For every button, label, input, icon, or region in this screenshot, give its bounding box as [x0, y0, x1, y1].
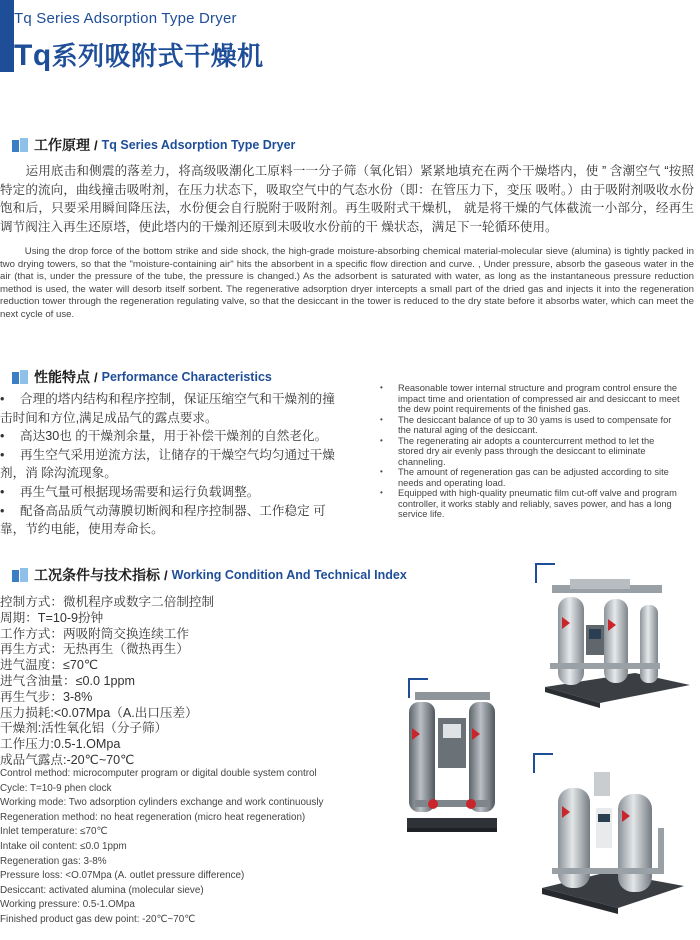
section-title-en: Working Condition And Technical Index: [171, 568, 407, 582]
list-item: • 配备高品质气动薄膜切断阀和程序控制器、工作稳定 可靠，节约电能，使用寿命长。: [0, 503, 326, 537]
bullet-dot-icon: •: [0, 484, 5, 499]
section-title-cn: 工况条件与技术指标: [34, 567, 160, 583]
principle-body-cn: [0, 162, 694, 236]
section-title-cn: 性能特点: [34, 369, 90, 385]
list-item: • The desiccant balance of up to 30 yams is used to compensate for the natural aging of the desiccant.: [380, 414, 672, 435]
spec-item: Control method: microcomputer program or digital double system control: [0, 768, 317, 779]
spec-item: 周期：T=10-9扮钟: [0, 610, 104, 625]
section-heading-conditions: [12, 565, 407, 585]
spec-item: Working pressure: 0.5-1.OMpa: [0, 899, 135, 911]
section-separator: /: [94, 369, 98, 385]
bullet-dot-icon: •: [0, 503, 5, 518]
section-heading-features: [12, 367, 272, 387]
section-square-icon: [12, 370, 28, 384]
list-item: • 高达30也 的干燥剂余量，用于补偿干燥剂的自然老化。: [0, 427, 340, 446]
header-chinese-title-prefix: Tq: [14, 39, 52, 72]
section-square-icon: [12, 568, 28, 582]
spec-item: 工作压力:0.5-1.OMpa: [0, 737, 121, 752]
section-title-cn: 工作原理: [34, 137, 90, 153]
bullet-dot-icon: •: [380, 467, 383, 476]
list-item: • The regenerating air adopts a countercurrent method to let the stored dry air evenly pass through the desiccant to eliminate channeling.: [380, 435, 655, 467]
spec-item: Pressure loss: <O.07Mpa (A. outlet pressure difference): [0, 870, 245, 882]
spec-item: 再生方式：无热再生（微热再生）: [0, 642, 189, 657]
bullet-dot-icon: •: [380, 435, 383, 445]
list-item: • 再生气量可根据现场需要和运行负载调整。: [0, 483, 340, 502]
bullet-dot-icon: •: [380, 414, 383, 424]
spec-item: 干燥剂:活性氧化铝（分子筛）: [0, 721, 168, 736]
bullet-dot-icon: •: [0, 447, 5, 462]
header-chinese-title: [14, 36, 264, 73]
spec-item: Regeneration gas: 3-8%: [0, 855, 107, 867]
dryer-product-image-2: [405, 688, 500, 848]
spec-item: Inlet temperature: ≤70℃: [0, 826, 108, 838]
list-item: • Equipped with high-quality pneumatic film cut-off valve and program controller, it works stably and reliably, saves power, and has a long service life.: [380, 488, 677, 519]
principle-body-en-text: Using the drop force of the bottom strike and side shock, the high-grade moisture-absorbing chemical material-molecular sieve (alumina) is tightly packed in two drying towers, so that the "moisture-containing air" hits the absorbent in a specific flow direction and curve. , Under pressure, absorb the gaseous water in the air (that is, under the pressure of the tube, the pressure is changed.) As the adsorbent is saturated with water, as long as the instantaneous pressure reduction method is used, the water will desorb itself sorbent. The regenerative adsorption dryer intercepts a small part of the dried gas and injects it into the regeneration reduction tower through the regeneration regulating valve, so that the desiccant in the tower is reduced to the dry state before it absorbs water, which can meet the next cycle of use.: [0, 246, 694, 320]
principle-body-en: [0, 246, 694, 322]
header-english-title: Tq Series Adsorption Type Dryer: [14, 10, 237, 27]
header-chinese-title-rest: 系列吸附式干燥机: [51, 41, 264, 71]
specs-list-en: [0, 767, 380, 928]
features-list-cn: [0, 390, 340, 539]
spec-item: 工作方式：两吸附筒交换连续工作: [0, 626, 189, 641]
dryer-product-image-3: [538, 768, 688, 916]
spec-item: Desiccant: activated alumina (molecular sieve): [0, 884, 204, 896]
section-separator: /: [94, 137, 98, 153]
list-item: • Reasonable tower internal structure and program control ensure the impact time and orientation of compressed air and desiccant to meet the dew point requirements of the finished gas.: [380, 383, 680, 414]
spec-item: 进气温度：≤70℃: [0, 658, 99, 673]
principle-body-cn-text: 运用底击和侧震的落差力，将高级吸潮化工原料一一分子筛（氧化铝）紧紧地填充在两个干燥塔内，使 ” 含潮空气 “按照特定的流向，曲线撞击吸咐剂，在压力状态下，吸取空气中的气态水份（即：在管压力下，变压 吸咐。）由于吸附剂吸收水份饱和后，只要采用瞬间降压法，水份便会自行脱附于吸附剂。再生吸附式干燥机， 就是将干燥的气体截流一小部分，经再生调节阀注入再生还原塔，使此塔内的干燥剂还原到未吸收水份前的干 燥状态，满足下一轮循环使用。: [0, 164, 695, 234]
list-item: • The amount of regeneration gas can be adjusted according to site needs and operating load.: [380, 467, 669, 488]
spec-item: 进气含油量：≤0.0 1ppm: [0, 673, 135, 688]
header-accent-bar: [0, 0, 14, 72]
bullet-dot-icon: •: [0, 429, 5, 444]
section-heading-principle: [12, 135, 295, 155]
list-item: • 再生空气采用逆流方法，让储存的干燥空气均匀通过干燥剂，消 除沟流现象。: [0, 447, 335, 481]
spec-item: Intake oil content: ≤0.0 1ppm: [0, 840, 127, 852]
spec-item: Finished product gas dew point: -20℃~70℃: [0, 913, 196, 925]
spec-item: Working mode: Two adsorption cylinders exchange and work continuously: [0, 797, 324, 809]
features-list-en: [380, 383, 682, 520]
bullet-dot-icon: •: [380, 383, 383, 392]
section-separator: /: [164, 567, 168, 583]
specs-list-cn: [0, 595, 300, 769]
bullet-dot-icon: •: [380, 488, 383, 497]
bullet-dot-icon: •: [0, 392, 5, 406]
spec-item: 再生气步：3-8%: [0, 689, 93, 704]
list-item: • 合理的塔内结构和程序控制，保证压缩空气和干燥剂的撞击时间和方位,满足成品气的露点要求。: [0, 392, 335, 425]
section-square-icon: [12, 138, 28, 152]
spec-item: 控制方式：微机程序或数字二倍制控制: [0, 595, 215, 609]
dryer-product-image-1: [540, 575, 690, 710]
spec-item: Cycle: T=10-9 phen clock: [0, 782, 112, 794]
section-title-en: Tq Series Adsorption Type Dryer: [101, 138, 296, 152]
spec-item: Regeneration method: no heat regeneration (micro heat regeneration): [0, 811, 306, 823]
section-title-en: Performance Characteristics: [101, 370, 272, 384]
spec-item: 成品气露点:-20℃~70℃: [0, 752, 135, 767]
spec-item: 压力损耗:<0.07Mpa（A.出口压差）: [0, 705, 198, 720]
